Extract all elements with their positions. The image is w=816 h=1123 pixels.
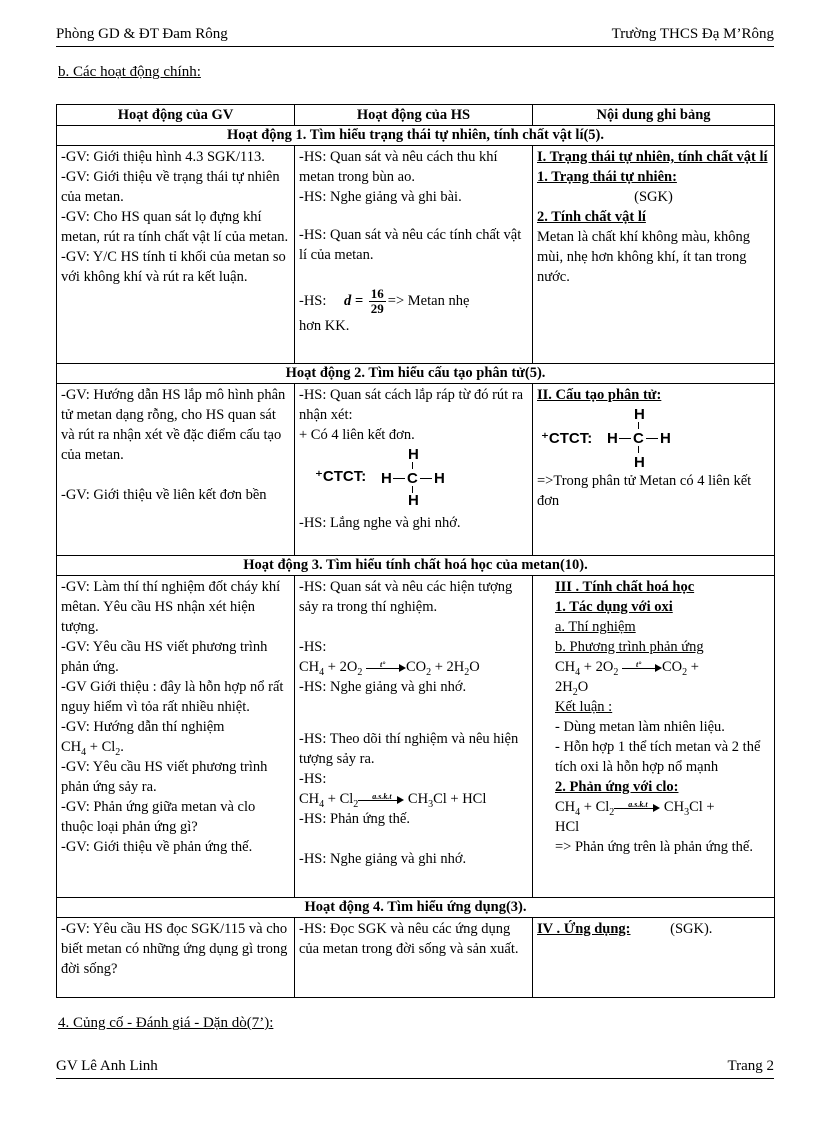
col-gv-header: Hoạt động của GV [57, 105, 295, 126]
gv-equation: $CH_4 + Cl_2$. [61, 739, 124, 758]
section-subtitle: b. Các hoạt động chính: [58, 64, 201, 80]
col-hs-header: Hoạt động của HS [295, 105, 533, 126]
heading: II. Cấu tạo phân tử: [537, 387, 662, 403]
hs-line: -HS: [299, 771, 327, 787]
hs-line: -HS: Phản ứng thế. [299, 811, 410, 827]
footer-page-number: Trang 2 [727, 1058, 774, 1074]
activity-3-content: III . Tính chất hoá học 1. Tác dụng với oxi a. Thí nghiệm b. Phương trình phản ứng $CH_4 + 2O_2$ t° $CO_2$ + $2H_2O$ Kết luận : - Dùng metan làm nhiên liệu. - Hỗn hợp 1 thể tích metan và 2 thể tích oxi là hỗn hợp nổ mạnh 2. Phản ứng với clo: $CH_4 + Cl_2$ a.s.k.t $CH_3Cl$ + HCl => Phản ứng trên là phản ứng thế. [533, 576, 775, 898]
gv-line: -GV: Cho HS quan sát lọ đựng khí metan, rút ra tính chất vật lí của metan. [61, 209, 289, 245]
reaction-arrow: t° [366, 663, 406, 673]
density-formula: -HS: d = $\frac{16}{29}$ => Metan nhẹ [299, 286, 470, 316]
reaction-arrow: a.s.k.t [614, 803, 660, 813]
content-line: a. Thí nghiệm [555, 619, 636, 635]
hs-line: -HS: Quan sát và nêu các hiện tượng sảy ra trong thí nghiệm. [299, 579, 513, 615]
gv-line: -GV: Yêu cầu HS viết phương trình phản ứng. [61, 639, 268, 675]
content-line: =>Trong phân tử Metan có 4 liên kết đơn [537, 473, 752, 509]
hs-line: -HS: Theo dõi thí nghiệm và nêu hiện tượng sảy ra. [299, 731, 519, 767]
activity-4-hs: -HS: Đọc SGK và nêu các ứng dụng của metan trong đời sống và sản xuất. [295, 918, 533, 998]
gv-line: -GV: Y/C HS tính tỉ khối của metan so với không khí và rút ra kết luận. [61, 249, 286, 285]
activity-3-title: Hoạt động 3. Tìm hiểu tính chất hoá học của metan(10). [57, 556, 775, 576]
gv-line: -GV: Yêu cầu HS viết phương trình phản ứng sảy ra. [61, 759, 268, 795]
header-right: Trường THCS Đạ M’Rông [611, 26, 774, 42]
content-line: - Hỗn hợp 1 thể tích metan và 2 thể tích oxi là hỗn hợp nổ mạnh [555, 739, 761, 775]
activity-3-hs [295, 576, 533, 898]
content-line: - Dùng metan làm nhiên liệu. [555, 719, 725, 735]
content-line: b. Phương trình phản ứng [555, 639, 704, 655]
hs-line: + Có 4 liên kết đơn. [299, 427, 415, 443]
heading: 1. Trạng thái tự nhiên: [537, 169, 677, 185]
activity-1-hs [295, 146, 533, 364]
activity-1-content [533, 146, 775, 364]
combustion-equation: $CH_4 + 2O_2$ t° $CO_2 + 2H_2O$ [299, 659, 480, 678]
heading: III . Tính chất hoá học [555, 579, 695, 595]
next-section-title: 4. Củng cố - Đánh giá - Dặn dò(7’): [58, 1015, 274, 1031]
activity-1-title: Hoạt động 1. Tìm hiểu trạng thái tự nhiên, tính chất vật lí(5). [57, 126, 775, 146]
structural-formula: ⁺CTCT: H H C H H [541, 406, 671, 471]
heading: 1. Tác dụng với oxi [555, 599, 673, 615]
activity-1-gv [57, 146, 295, 364]
combustion-equation: $CH_4 + 2O_2$ t° $CO_2$ + [555, 659, 699, 678]
hs-line: -HS: [299, 639, 327, 655]
header-left: Phòng GD & ĐT Đam Rông [56, 26, 228, 42]
page-header [56, 24, 774, 47]
page-footer [56, 1058, 774, 1079]
gv-line: -GV: Giới thiệu về trạng thái tự nhiên của metan. [61, 169, 280, 205]
activity-4-content [533, 918, 775, 998]
chlorination-equation: $CH_4 + Cl_2$ a.s.k.t $CH_3Cl$ + [555, 799, 715, 818]
activity-2-title: Hoạt động 2. Tìm hiểu cấu tạo phân tử(5). [57, 364, 775, 384]
heading: IV . Ứng dụng: [537, 921, 631, 937]
hs-line: hơn KK. [299, 318, 350, 334]
hs-line: -HS: Nghe giảng và ghi bài. [299, 189, 462, 205]
gv-line: -GV: Giới thiệu về phản ứng thế. [61, 839, 253, 855]
table-header-row [57, 105, 775, 126]
reaction-arrow: t° [622, 663, 662, 673]
col-content-header: Nội dung ghi bảng [533, 105, 775, 126]
density-fraction: $\frac{16}{29}$ [370, 286, 384, 316]
activity-4-title: Hoạt động 4. Tìm hiểu ứng dụng(3). [57, 898, 775, 918]
content-line: (SGK) [634, 189, 673, 205]
activity-table [56, 104, 775, 998]
chlorination-equation: $CH_4 + Cl_2$ a.s.k.t $CH_3Cl$ + HCl [299, 791, 487, 810]
heading: 2. Tính chất vật lí [537, 209, 646, 225]
content-line: Kết luận : [555, 699, 613, 715]
hs-line: -HS: Nghe giảng và ghi nhớ. [299, 851, 467, 867]
gv-line: -GV: Hướng dẫn HS lắp mô hình phân tử metan dạng rỗng, cho HS quan sát và rút ra nhận xét về đặc điểm cấu tạo của metan. [61, 387, 286, 463]
structural-formula: ⁺CTCT: H H C H H [315, 446, 445, 509]
gv-line: -GV: Hướng dẫn thí nghiệm [61, 719, 225, 735]
footer-author: GV Lê Anh Linh [56, 1058, 158, 1074]
activity-2-hs [295, 384, 533, 556]
heading: 2. Phản ứng với clo: [555, 779, 679, 795]
content-line: => Phản ứng trên là phản ứng thế. [555, 839, 753, 855]
activity-3-gv [57, 576, 295, 898]
hs-line: -HS: Lắng nghe và ghi nhớ. [299, 515, 461, 531]
activity-2-gv [57, 384, 295, 556]
gv-line: -GV: Phản ứng giữa metan và clo thuộc loại phản ứng gì? [61, 799, 256, 835]
gv-line: -GV: Làm thí thí nghiệm đốt cháy khí mêtan. Yêu cầu HS nhận xét hiện tượng. [61, 579, 281, 635]
activity-2-content [533, 384, 775, 556]
activity-4-gv: -GV: Yêu cầu HS đọc SGK/115 và cho biết metan có những ứng dụng gì trong đời sống? [57, 918, 295, 998]
hs-line: -HS: Quan sát cách lắp ráp từ đó rút ra nhận xét: [299, 387, 524, 423]
gv-line: -GV Giới thiệu : đây là hỗn hợp nổ rất nguy hiểm vì tỏa rất nhiều nhiệt. [61, 679, 284, 715]
content-line: (SGK). [670, 921, 713, 937]
gv-line: -GV: Giới thiệu về liên kết đơn bền [61, 487, 267, 503]
hs-line: -HS: Quan sát và nêu cách thu khí metan trong bùn ao. [299, 149, 498, 185]
hs-line: -HS: Nghe giảng và ghi nhớ. [299, 679, 467, 695]
gv-line: -GV: Giới thiệu hình 4.3 SGK/113. [61, 149, 265, 165]
hs-line: -HS: Quan sát và nêu các tính chất vật lí của metan. [299, 227, 522, 263]
content-line: Metan là chất khí không màu, không mùi, nhẹ hơn không khí, ít tan trong nước. [537, 229, 751, 285]
reaction-arrow: a.s.k.t [358, 795, 404, 805]
heading: I. Trạng thái tự nhiên, tính chất vật lí [537, 149, 768, 165]
